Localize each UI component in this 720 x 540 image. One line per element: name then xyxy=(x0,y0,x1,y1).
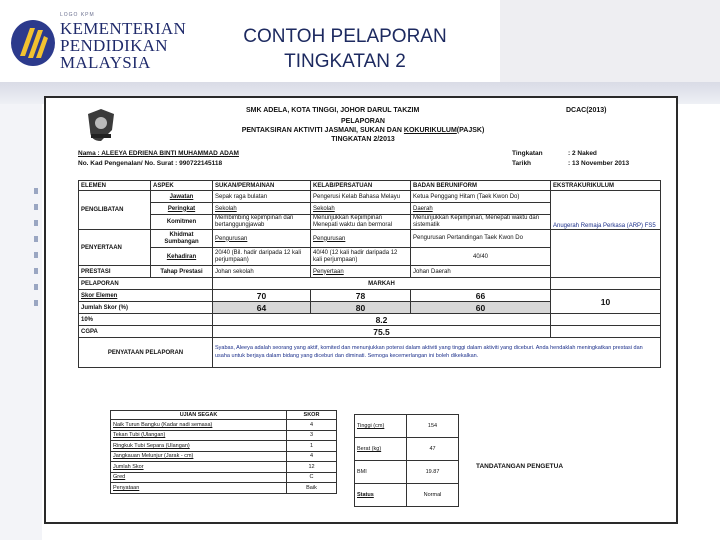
table-row xyxy=(79,278,661,290)
decor-tick xyxy=(34,284,38,290)
table-header-row xyxy=(111,411,337,420)
table-header: EKSTRAKURIKULUM xyxy=(551,181,661,191)
slide-title-line-1: CONTOH PELAPORAN xyxy=(243,26,447,47)
document-code: DCAC(2013) xyxy=(566,107,607,114)
table-cell: Membimbing kepimpinan dan bertanggungjawab xyxy=(213,215,311,230)
table-cell: Pengurusan xyxy=(213,230,311,248)
table-cell: Johan sekolah xyxy=(213,266,311,278)
table-cell: 70 xyxy=(213,290,311,302)
table-cell: 4 xyxy=(287,420,337,431)
table-cell: Peringkat xyxy=(151,203,213,215)
table-cell: 40/40 xyxy=(411,248,551,266)
table-cell: Daerah xyxy=(411,203,551,215)
table-cell: 75.5 xyxy=(213,326,551,338)
table-header: ELEMEN xyxy=(79,181,151,191)
table-cell: Tekan Tubi (Ulangan) xyxy=(111,430,287,441)
table-cell: 20/40 (Bil. hadir daripada 12 kali perjumpaan) xyxy=(213,248,311,266)
table-cell: Kehadiran xyxy=(151,248,213,266)
table-cell: Ketua Penggang Hitam (Taek Kwon Do) xyxy=(411,191,551,203)
decor-tick xyxy=(34,300,38,306)
table-cell: Khidmat Sumbangan xyxy=(151,230,213,248)
table-cell: 60 xyxy=(411,302,551,314)
logo-line-3: MALAYSIA xyxy=(60,53,151,72)
table-row xyxy=(79,230,661,248)
slide-title xyxy=(210,24,480,74)
left-decor-column xyxy=(0,104,42,540)
table-cell: 12 xyxy=(287,462,337,473)
table-row xyxy=(111,483,337,494)
table-cell: 3 xyxy=(287,430,337,441)
table-cell: Jumlah Skor xyxy=(111,462,287,473)
table-cell: Anugerah Remaja Perkasa (ARP) FS5 xyxy=(551,191,661,230)
tingkatan-label: Tingkatan xyxy=(512,150,543,157)
table-header-row xyxy=(79,181,661,191)
physical-table xyxy=(354,414,459,507)
table-cell: Jumlah Skor (%) xyxy=(79,302,213,314)
table-cell: BMI xyxy=(355,461,407,484)
decor-tick xyxy=(34,188,38,194)
table-header: BADAN BERUNIFORM xyxy=(411,181,551,191)
table-row xyxy=(111,462,337,473)
table-row xyxy=(111,430,337,441)
student-id: No. Kad Pengenalan/ No. Surat : 990722145118 xyxy=(78,160,223,167)
table-row xyxy=(79,314,661,326)
table-cell: 10 xyxy=(551,290,661,314)
tarikh-label: Tarikh xyxy=(512,160,532,167)
table-row xyxy=(355,438,459,461)
principal-signature-label: TANDATANGAN PENGETUA xyxy=(476,463,564,470)
table-cell xyxy=(551,326,661,338)
ministry-emblem-icon xyxy=(8,18,58,68)
tarikh-value: : 13 November 2013 xyxy=(568,160,630,167)
table-header: UJIAN SEGAK xyxy=(111,411,287,420)
report-title: PELAPORAN xyxy=(341,118,385,125)
report-subtitle-prefix: PENTAKSIRAN AKTIVITI JASMANI, SUKAN DAN xyxy=(241,127,404,134)
table-cell: 40/40 (12 kali hadir daripada 12 kali perjumpaan) xyxy=(311,248,411,266)
table-cell: Menunjukkan Kepimpinan, Menepati waktu dan sistematik xyxy=(411,215,551,230)
school-name: SMK ADELA, KOTA TINGGI, JOHOR DARUL TAKZIM xyxy=(246,107,420,114)
table-cell: Normal xyxy=(407,484,459,507)
table-row xyxy=(111,420,337,431)
table-cell: Jawatan xyxy=(151,191,213,203)
table-cell: 19.87 xyxy=(407,461,459,484)
table-cell: Ringkuk Tubi Separa (Ulangan) xyxy=(111,441,287,452)
table-cell: Berat (kg) xyxy=(355,438,407,461)
table-cell: Menunjukkan Kepimpinan Menepati waktu dan bermoral xyxy=(311,215,411,230)
logo-line-2: PENDIDIKAN xyxy=(60,36,168,55)
logo-wordmark xyxy=(60,20,186,71)
table-row xyxy=(355,484,459,507)
slide-title-line-2: TINGKATAN 2 xyxy=(284,51,406,72)
table-cell: 80 xyxy=(311,302,411,314)
decor-tick xyxy=(34,220,38,226)
decor-tick xyxy=(34,204,38,210)
table-cell: Sepak raga bulatan xyxy=(213,191,311,203)
student-name: Nama : ALEEYA EDRIENA BINTI MUHAMMAD ADAM xyxy=(78,150,239,157)
table-cell: Baik xyxy=(287,483,337,494)
table-cell: Pengurusan xyxy=(311,230,411,248)
table-cell: Jangkauan Melunjur (Jarak - cm) xyxy=(111,451,287,462)
table-cell: 1 xyxy=(287,441,337,452)
table-cell: C xyxy=(287,472,337,483)
table-cell: 4 xyxy=(287,451,337,462)
table-cell: Tinggi (cm) xyxy=(355,415,407,438)
table-cell: Tahap Prestasi xyxy=(151,266,213,278)
table-cell: Sekolah xyxy=(213,203,311,215)
table-cell: Johan Daerah xyxy=(411,266,551,278)
table-row xyxy=(79,338,661,368)
table-cell: 10% xyxy=(79,314,213,326)
table-cell: PENYERTAAN xyxy=(79,230,151,266)
table-header: SKOR xyxy=(287,411,337,420)
header-right-panel xyxy=(500,0,720,82)
table-cell: PENGLIBATAN xyxy=(79,191,151,230)
table-cell: PELAPORAN xyxy=(79,278,213,290)
table-row xyxy=(355,415,459,438)
report-subtitle-suffix: (PAJSK) xyxy=(456,127,485,134)
table-cell xyxy=(551,230,661,278)
table-header: SUKAN/PERMAINAN xyxy=(213,181,311,191)
decor-tick xyxy=(34,236,38,242)
decor-tick xyxy=(34,268,38,274)
report-subtitle xyxy=(46,127,678,134)
table-cell: 64 xyxy=(213,302,311,314)
decor-tick xyxy=(34,252,38,258)
table-cell: Pengerusi Kelab Bahasa Melayu xyxy=(311,191,411,203)
table-cell: 78 xyxy=(311,290,411,302)
table-cell: Pengurusan Pertandingan Taek Kwon Do xyxy=(411,230,551,248)
table-row xyxy=(355,461,459,484)
table-cell xyxy=(551,314,661,326)
table-cell: Naik Turun Bangku (Kadar nadi semasa) xyxy=(111,420,287,431)
table-row xyxy=(111,472,337,483)
table-cell xyxy=(551,278,661,290)
table-row xyxy=(79,290,661,302)
table-cell: CGPA xyxy=(79,326,213,338)
table-header: KELAB/PERSATUAN xyxy=(311,181,411,191)
ministry-logo xyxy=(8,10,208,72)
table-cell: PRESTASI xyxy=(79,266,151,278)
table-header: ASPEK xyxy=(151,181,213,191)
statement-text: Syabas, Aleeya adalah seorang yang aktif, komited dan menunjukkan potensi dalam aktiviti yang tinggi dalam aktiviti yang diceburi. Anda hendaklah meningkatkan prestasi dan usaha untuk berjaya dalam bidang yang diceburi dan diminati. Semoga kecemerlangan ini boleh dikekalkan. xyxy=(213,338,661,368)
table-cell: Skor Elemen xyxy=(79,290,213,302)
report-subtitle-underlined: KOKURIKULUM xyxy=(403,127,457,134)
table-cell: MARKAH xyxy=(213,278,551,290)
segak-table xyxy=(110,410,337,494)
table-row xyxy=(79,326,661,338)
tingkatan-value: : 2 Naked xyxy=(568,150,597,157)
report-document xyxy=(44,96,678,524)
table-cell: Komitmen xyxy=(151,215,213,230)
table-cell: PENYATAAN PELAPORAN xyxy=(79,338,213,368)
table-cell: Status xyxy=(355,484,407,507)
table-cell: 8.2 xyxy=(213,314,551,326)
table-row xyxy=(111,441,337,452)
table-cell: 66 xyxy=(411,290,551,302)
assessment-table xyxy=(78,180,661,368)
table-cell: Penyertaan xyxy=(311,266,411,278)
table-row xyxy=(111,451,337,462)
logo-small-text: LOGO KPM xyxy=(60,12,95,18)
table-cell: Gred xyxy=(111,472,287,483)
table-cell: 47 xyxy=(407,438,459,461)
table-cell: 154 xyxy=(407,415,459,438)
table-cell: Penyataan xyxy=(111,483,287,494)
table-cell: Sekolah xyxy=(311,203,411,215)
logo-line-1: KEMENTERIAN xyxy=(60,19,187,38)
report-form-year: TINGKATAN 2/2013 xyxy=(331,136,395,143)
